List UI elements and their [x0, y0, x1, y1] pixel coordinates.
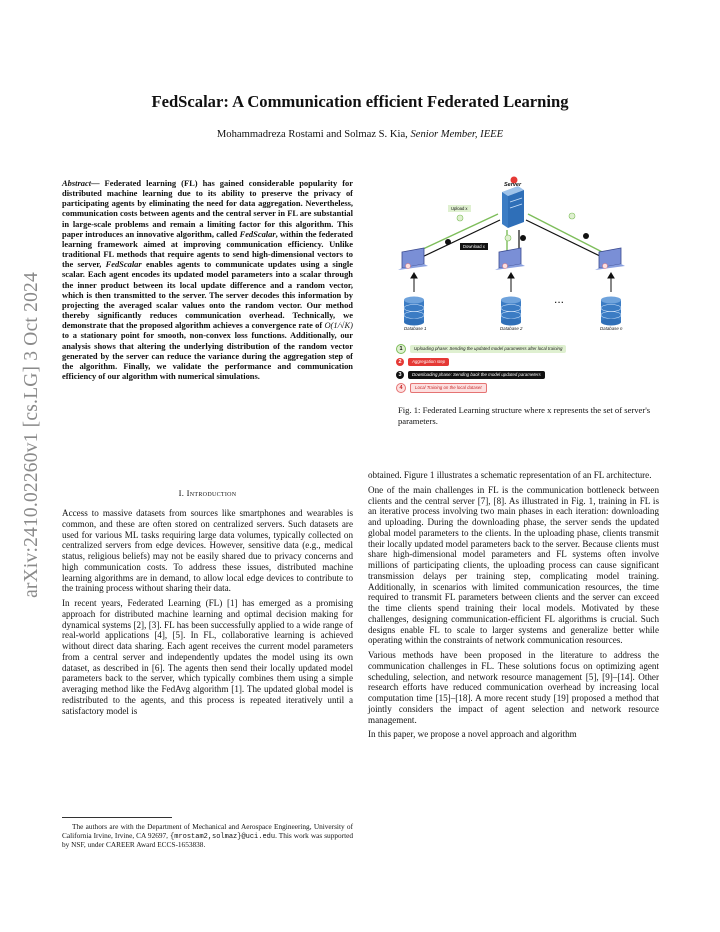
legend-download [396, 370, 545, 380]
arxiv-stamp: arXiv:2410.02260v1 [cs.LG] 3 Oct 2024 [21, 272, 42, 598]
abstract-text-3: enables agents to communicate updates using a single scalar. Each agent encodes its updated model parameters into a scalar through the inner product between its local update difference and a random vector, which is then transmitted to the server. The server decodes this information by projecting the averaged scalar values onto the random vector. Our method thereby significantly reduces communication overhead. Technically, we demonstrate that the proposed algorithm achieves a convergence rate of [62, 259, 353, 331]
server-label: Server [504, 182, 522, 188]
legend-text: Local Training on the local dataset [410, 383, 487, 393]
legend-aggregation [396, 357, 449, 367]
abstract-label: Abstract [62, 178, 92, 188]
database-label-2: Database 2 [500, 326, 523, 331]
paragraph: In recent years, Federated Learning (FL) [1] has emerged as a promising approach for distributed machine learning and optimal decision making for dynamical systems [2], [3]. FL has been successfully applied to a wide range of real-world applications [4], [5]. In FL, collaborative learning is achieved without direct data sharing. Each agent receives the current model parameters from a central server and independently updates the model using its own dataset, as described in [6]. The agents then send their locally updated model parameters back to the server, which typically combines them using a simple averaging method like the FedAvg algorithm [1]. The updated global model is redistributed to the agents, and this process is repeated iteratively until a satisfactory model is [62, 598, 353, 716]
paragraph: In this paper, we propose a novel approach and algorithm [368, 729, 577, 740]
database-icons [404, 297, 621, 326]
legend-num: 3 [396, 371, 404, 379]
footnote [62, 823, 353, 850]
legend-text: Aggregation step [408, 358, 449, 366]
legend-text: Uploading phase: Sending the updated model parameters after local training [410, 345, 566, 353]
footnote-emails: {mrostam2,solmaz}@uci.edu [170, 832, 276, 841]
paragraph: One of the main challenges in FL is the communication bottleneck between clients and the central server [7], [8]. As illustrated in Fig. 1, training in FL is an iterative process involving two main phases in each iteration: downloading and uploading. During the downloading phase, the server sends the updated global model parameters to the clients. In the uploading phase, clients transmit their locally updated model parameters back to the server. Because clients must share high-dimensional model parameters and FL systems often involve millions of participating clients, the uploading process can cause significant transmission delays per training step, complicating model training. Additionally, in scenarios with limited communication resources, the time required to transmit FL parameters between clients and the server can exceed the time clients spend training their local models. Motivated by these challenges, designing communication-efficient FL algorithms is crucial. Such designs enable FL to scale to larger systems and generalize better while operating within the constraints of network communication resources. [368, 484, 659, 646]
abstract-term-1: FedScalar [239, 228, 276, 239]
abstract-text-4: to a stationary point for smooth, non-convex loss functions. Additionally, our analysis shows that altering the underlying distribution of the random vector generated by the server can reduce the variance during the aggregation step of the algorithm. Finally, we validate the performance and communication efficiency of our algorithm with numerical simulations. [62, 330, 353, 381]
database-label-1: Database 1 [404, 326, 427, 331]
figure-fl-structure [390, 172, 660, 398]
paper-title: FedScalar: A Communication efficient Federated Learning [151, 92, 569, 111]
abstract-term-2: FedScalar [105, 259, 142, 270]
figure-caption: Fig. 1: Federated Learning structure where x represents the set of server's parameters. [398, 405, 651, 426]
footnote-text: The authors are with the Department of Mechanical and Aerospace Engineering, University of California Irvine, Irvine, CA 92697, [62, 822, 353, 840]
left-column-text [62, 508, 353, 720]
legend-num: 4 [396, 383, 406, 393]
data-arrows [411, 273, 614, 292]
legend-num: 2 [396, 358, 404, 366]
footnote-support: . This work was supported by NSF, under CAREER Award ECCS-1653838. [62, 830, 353, 849]
legend-upload [396, 344, 566, 354]
author-names: Mohammadreza Rostami and Solmaz S. Kia, [216, 129, 411, 140]
database-label-n: Database n [600, 326, 623, 331]
right-column-text [368, 470, 659, 744]
abstract-text-1: — Federated learning (FL) has gained considerable popularity for distributed machine learning due to its ability to preserve the privacy of participating agents by eliminating the need for data aggregation. Nevertheless, communication costs between agents and the central server in FL are substantial in large-scale problems and remain a limiting factor for this algorithm. This paper introduces an innovative algorithm, called [62, 178, 353, 239]
author-affiliation: Senior Member, IEEE [410, 129, 504, 140]
authors [0, 129, 720, 140]
ellipsis: ... [554, 292, 565, 306]
abstract-rate: O(1/√K) [324, 320, 353, 331]
abstract-text-2: , within the federated learning framework aimed at improving communication efficiency. Unlike traditional FL methods that require agents to send high-dimensional vectors to the server, [62, 228, 353, 270]
legend-text: Downloading phase: Sending back the model updated parameters [408, 371, 545, 379]
legend-num: 1 [396, 344, 406, 354]
paragraph: obtained. Figure 1 illustrates a schematic representation of an FL architecture. [368, 470, 652, 480]
footnote-rule [62, 817, 172, 818]
download-label: Download x [460, 243, 488, 250]
abstract [62, 178, 353, 381]
legend-local-training [396, 383, 487, 393]
paragraph: Various methods have been proposed in the literature to address the communication challenges in FL. These solutions focus on optimizing agent scheduling, selection, and network resource management [5], [9]–[14]. Other research efforts have reduced communication overhead by increasing local computation time [15]–[18]. A more recent study [19] proposed a method that jointly considers the impact of agent selection and network resource management. [368, 650, 659, 725]
section-heading: I. Introduction [178, 488, 237, 498]
paragraph: Access to massive datasets from sources like smartphones and wearables is common, and these are often stored on centralized servers. Such datasets are used for various ML tasks requiring large data volumes, typically collected on centralized servers from edge devices. However, sensitive data (e.g., medical status, religious beliefs) may not be easily shared due to privacy concerns and high communication costs. To address these issues, distributed machine learning algorithms are in demand, to allow local edge devices to contribute to the training process without sharing their data. [62, 508, 353, 594]
upload-label: Upload x [448, 205, 471, 212]
